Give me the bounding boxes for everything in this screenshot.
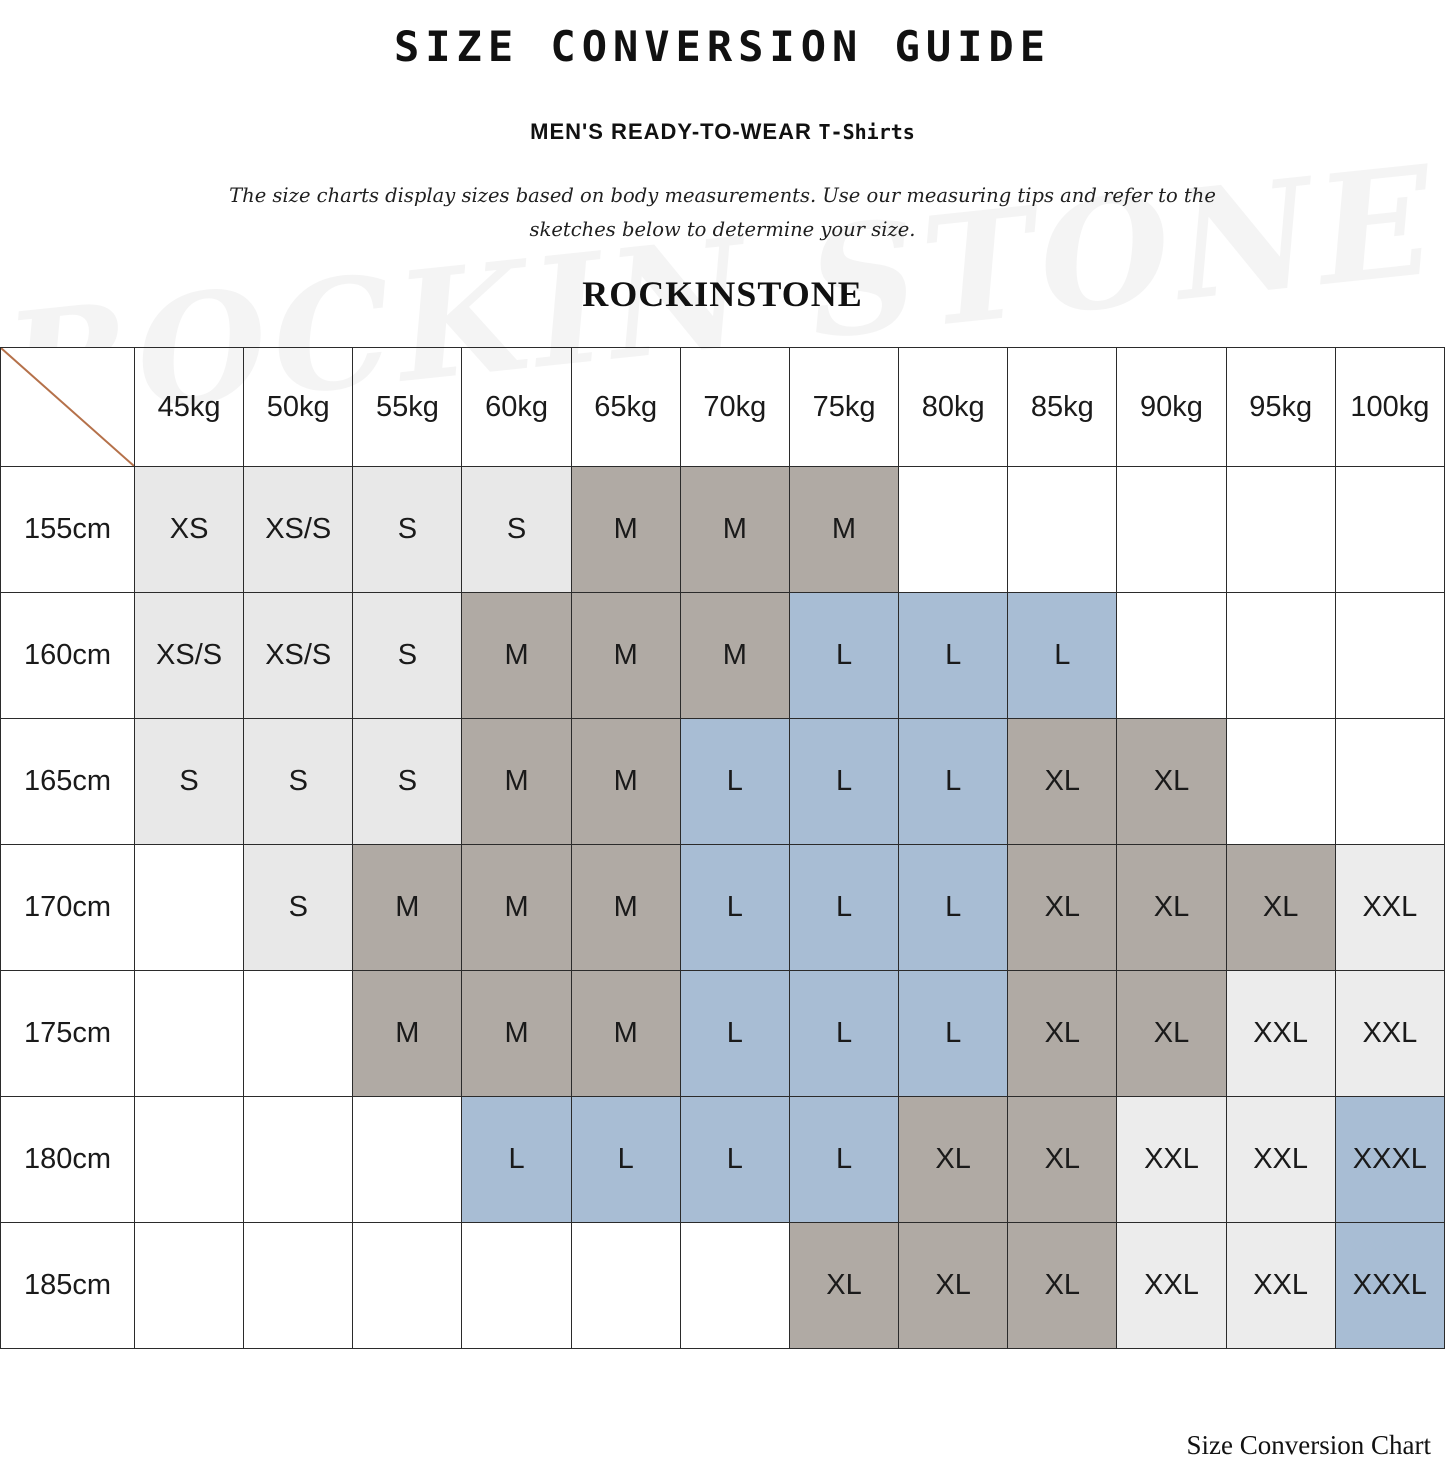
column-header-weight: 65kg <box>571 348 680 467</box>
size-cell: S <box>353 719 462 845</box>
column-header-weight: 55kg <box>353 348 462 467</box>
row-header-height: 170cm <box>1 845 135 971</box>
size-cell: L <box>680 1097 789 1223</box>
size-cell: XXL <box>1117 1223 1226 1349</box>
diagonal-divider-icon <box>1 348 134 466</box>
size-cell <box>244 1097 353 1223</box>
row-header-height: 180cm <box>1 1097 135 1223</box>
size-cell: L <box>899 593 1008 719</box>
size-cell: M <box>571 971 680 1097</box>
column-header-weight: 45kg <box>135 348 244 467</box>
table-row <box>1 467 1445 593</box>
column-header-weight: 85kg <box>1008 348 1117 467</box>
size-cell: S <box>353 467 462 593</box>
size-cell: XS <box>135 467 244 593</box>
size-cell: XL <box>899 1223 1008 1349</box>
size-cell: L <box>899 971 1008 1097</box>
size-cell: XXXL <box>1335 1223 1444 1349</box>
size-cell <box>1226 467 1335 593</box>
size-cell <box>135 971 244 1097</box>
size-cell <box>1117 593 1226 719</box>
footer-caption: Size Conversion Chart <box>1186 1430 1431 1460</box>
size-cell: XL <box>1117 971 1226 1097</box>
size-cell: L <box>680 971 789 1097</box>
column-header-weight: 75kg <box>789 348 898 467</box>
size-cell <box>244 971 353 1097</box>
table-row <box>1 593 1445 719</box>
column-header-weight: 50kg <box>244 348 353 467</box>
size-cell: XXL <box>1335 845 1444 971</box>
size-cell <box>1008 467 1117 593</box>
size-cell: XS/S <box>244 593 353 719</box>
size-cell: M <box>353 845 462 971</box>
size-cell: L <box>899 845 1008 971</box>
size-cell: XXL <box>1335 971 1444 1097</box>
size-cell: XS/S <box>135 593 244 719</box>
size-cell: L <box>789 593 898 719</box>
column-header-weight: 80kg <box>899 348 1008 467</box>
size-cell: S <box>353 593 462 719</box>
column-header-weight: 100kg <box>1335 348 1444 467</box>
size-cell: L <box>1008 593 1117 719</box>
size-cell: S <box>244 719 353 845</box>
size-cell: L <box>680 845 789 971</box>
size-cell <box>462 1223 571 1349</box>
row-header-height: 155cm <box>1 467 135 593</box>
size-cell: L <box>789 971 898 1097</box>
size-cell: M <box>571 719 680 845</box>
size-cell: M <box>789 467 898 593</box>
column-header-weight: 90kg <box>1117 348 1226 467</box>
size-cell: M <box>680 593 789 719</box>
size-cell: M <box>462 719 571 845</box>
size-cell: L <box>899 719 1008 845</box>
size-cell: XXL <box>1226 1223 1335 1349</box>
size-guide-page <box>0 22 1445 1349</box>
row-header-height: 175cm <box>1 971 135 1097</box>
page-title: SIZE CONVERSION GUIDE <box>393 22 1051 71</box>
size-cell <box>1335 467 1444 593</box>
size-cell <box>680 1223 789 1349</box>
size-cell <box>353 1097 462 1223</box>
size-cell: XL <box>1008 1097 1117 1223</box>
table-row <box>1 719 1445 845</box>
size-cell: M <box>571 593 680 719</box>
table-row <box>1 1097 1445 1223</box>
size-cell <box>1226 719 1335 845</box>
size-cell <box>135 845 244 971</box>
size-conversion-table <box>0 347 1445 1349</box>
size-cell: S <box>244 845 353 971</box>
size-cell: XL <box>1008 971 1117 1097</box>
size-cell <box>571 1223 680 1349</box>
size-cell: S <box>135 719 244 845</box>
size-cell: XL <box>1008 1223 1117 1349</box>
size-cell: L <box>789 845 898 971</box>
page-description: The size charts display sizes based on body measurements. Use our measuring tips and refer to the sketches below to determine your size. <box>229 184 1216 242</box>
size-cell: L <box>680 719 789 845</box>
table-row <box>1 971 1445 1097</box>
size-cell: XXXL <box>1335 1097 1444 1223</box>
size-cell: L <box>789 719 898 845</box>
size-cell: S <box>462 467 571 593</box>
size-cell: XXL <box>1117 1097 1226 1223</box>
size-cell <box>1335 719 1444 845</box>
size-cell: XL <box>1117 719 1226 845</box>
row-header-height: 165cm <box>1 719 135 845</box>
size-cell: M <box>680 467 789 593</box>
size-cell: M <box>571 467 680 593</box>
size-cell: XL <box>1226 845 1335 971</box>
size-cell: XXL <box>1226 1097 1335 1223</box>
size-cell: M <box>353 971 462 1097</box>
size-cell: L <box>789 1097 898 1223</box>
page-subtitle <box>0 119 1445 145</box>
size-cell <box>899 467 1008 593</box>
size-cell <box>135 1223 244 1349</box>
corner-cell <box>1 348 135 467</box>
size-cell <box>135 1097 244 1223</box>
column-header-weight: 70kg <box>680 348 789 467</box>
size-cell: XL <box>789 1223 898 1349</box>
size-cell: M <box>462 971 571 1097</box>
size-cell <box>1226 593 1335 719</box>
size-cell: XXL <box>1226 971 1335 1097</box>
size-cell: XL <box>1008 719 1117 845</box>
size-cell: M <box>462 845 571 971</box>
size-cell: L <box>571 1097 680 1223</box>
table-body <box>1 348 1445 1349</box>
column-header-weight: 95kg <box>1226 348 1335 467</box>
table-row <box>1 845 1445 971</box>
size-cell <box>1117 467 1226 593</box>
size-cell: L <box>462 1097 571 1223</box>
size-cell <box>353 1223 462 1349</box>
brand-name: ROCKINSTONE <box>582 274 863 315</box>
size-cell: XS/S <box>244 467 353 593</box>
size-cell: XL <box>1117 845 1226 971</box>
size-cell: XL <box>899 1097 1008 1223</box>
row-header-height: 160cm <box>1 593 135 719</box>
size-cell: XL <box>1008 845 1117 971</box>
size-cell: M <box>462 593 571 719</box>
subtitle-product: T-Shirts <box>818 120 915 144</box>
column-header-weight: 60kg <box>462 348 571 467</box>
size-cell <box>244 1223 353 1349</box>
size-cell <box>1335 593 1444 719</box>
size-cell: M <box>571 845 680 971</box>
row-header-height: 185cm <box>1 1223 135 1349</box>
table-row <box>1 1223 1445 1349</box>
table-header-row <box>1 348 1445 467</box>
subtitle-category: MEN'S READY-TO-WEAR <box>530 119 812 144</box>
